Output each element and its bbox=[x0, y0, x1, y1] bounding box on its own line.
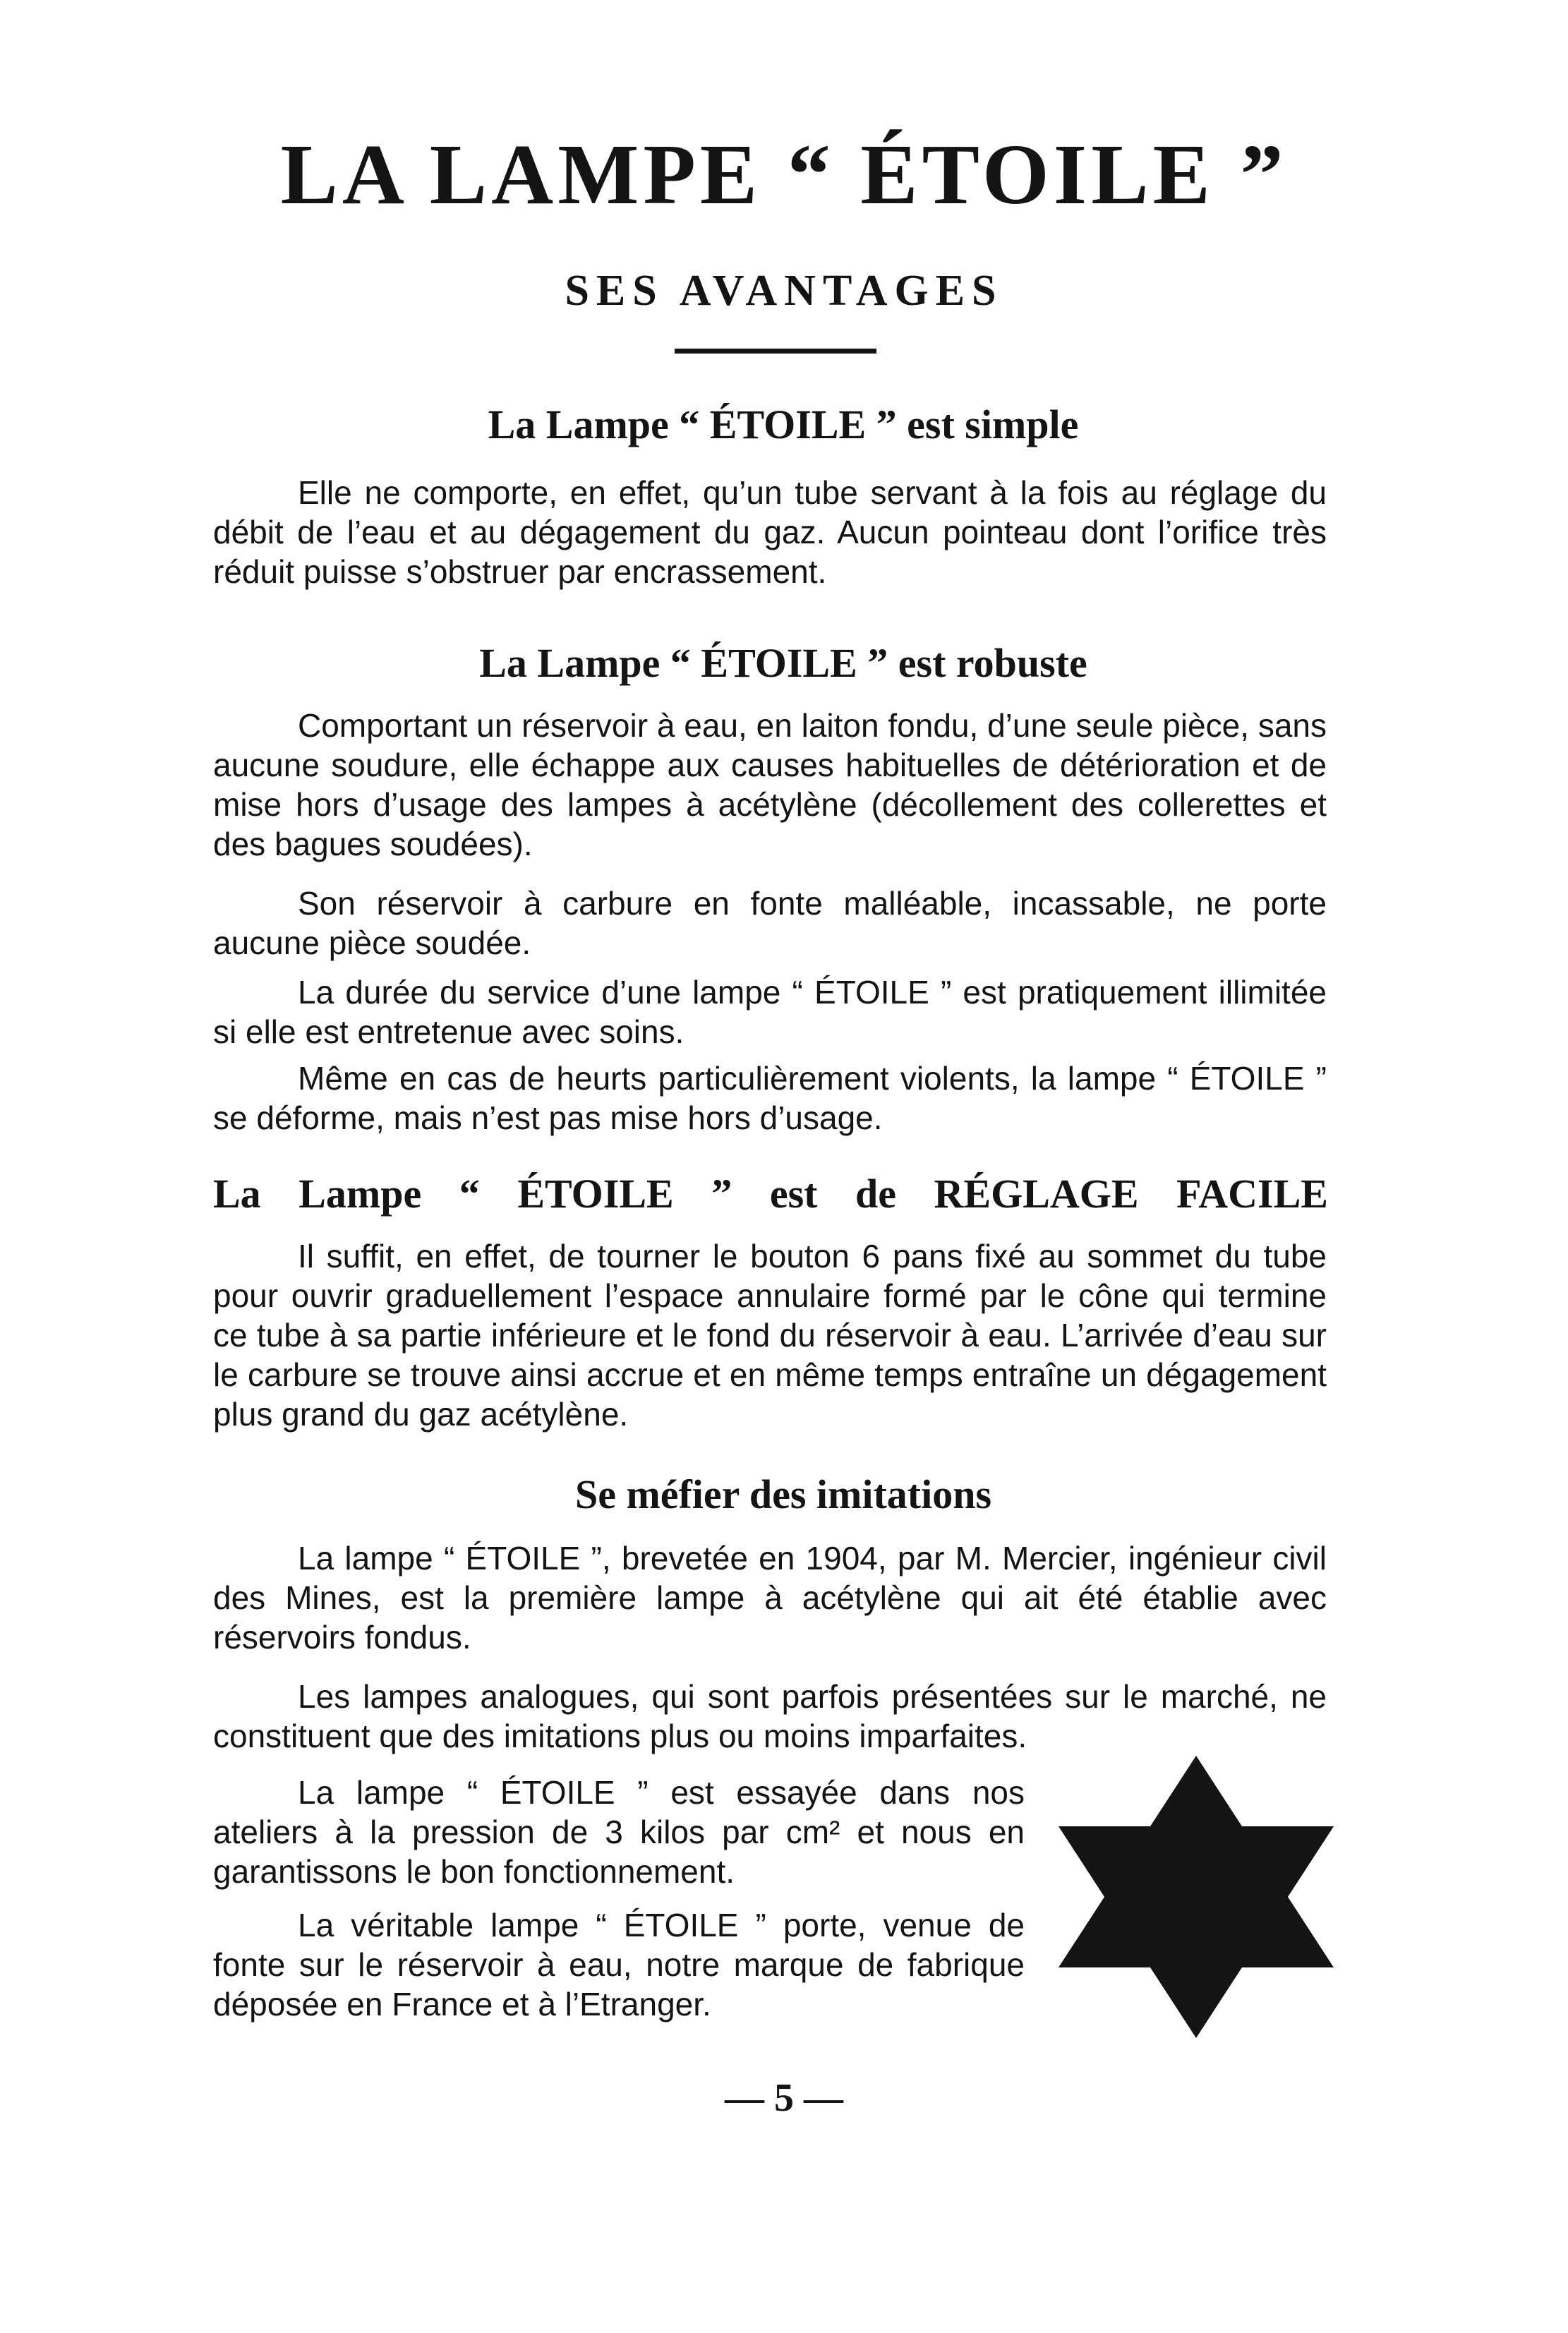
paragraph-robuste-1: Comportant un réservoir à eau, en laiton fondu, d’une seule pièce, sans aucune soudure, elle échappe aux causes habituelles de détérioration et de mise hors d’usage des lampes à acétylène (décollement des collerettes et des bagues soudées). bbox=[213, 707, 1327, 862]
page-number: — 5 — bbox=[725, 2076, 843, 2120]
paragraph-robuste-2: Son réservoir à carbure en fonte malléable, incassable, ne porte aucune pièce soudée. bbox=[213, 885, 1327, 961]
paragraph-imitations-2: Les lampes analogues, qui sont parfois présentées sur le marché, ne constituent que des imitations plus ou moins imparfaites. bbox=[213, 1678, 1327, 1754]
section-heading-imitations: Se méfier des imitations bbox=[574, 1471, 992, 1517]
section-heading-simple: La Lampe “ ÉTOILE ” est simple bbox=[488, 402, 1079, 447]
title-divider bbox=[675, 349, 876, 354]
page-title: LA LAMPE “ ÉTOILE ” bbox=[280, 127, 1288, 222]
paragraph-imitations-4: La véritable lampe “ ÉTOILE ” porte, venue de fonte sur le réservoir à eau, notre marque de fabrique déposée en France et à l’Etranger. bbox=[213, 1907, 1025, 2022]
paragraph-robuste-3: La durée du service d’une lampe “ ÉTOILE ” est pratiquement illimitée si elle est entretenue avec soins. bbox=[213, 974, 1327, 1050]
section-heading-reglage: La Lampe “ ÉTOILE ” est de RÉGLAGE FACILE bbox=[213, 1171, 1328, 1217]
paragraph-imitations-3: La lampe “ ÉTOILE ” est essayée dans nos ateliers à la pression de 3 kilos par cm² et nous en garantissons le bon fonctionnement. bbox=[213, 1774, 1025, 1890]
paragraph-simple: Elle ne comporte, en effet, qu’un tube servant à la fois au réglage du débit de l’eau et au dégagement du gaz. Aucun pointeau dont l’orifice très réduit puisse s’obstruer par encrassement. bbox=[213, 474, 1327, 590]
six-pointed-star-icon bbox=[1059, 1756, 1334, 2038]
section-heading-robuste: La Lampe “ ÉTOILE ” est robuste bbox=[479, 640, 1087, 686]
paragraph-imitations-1: La lampe “ ÉTOILE ”, brevetée en 1904, par M. Mercier, ingénieur civil des Mines, est la première lampe à acétylène qui ait été établie avec réservoirs fondus. bbox=[213, 1540, 1327, 1656]
page-subtitle: SES AVANTAGES bbox=[565, 267, 1003, 315]
paragraph-robuste-4: Même en cas de heurts particulièrement violents, la lampe “ ÉTOILE ” se déforme, mais n’est pas mise hors d’usage. bbox=[213, 1060, 1327, 1136]
paragraph-reglage: Il suffit, en effet, de tourner le bouton 6 pans fixé au sommet du tube pour ouvrir graduellement l’espace annulaire formé par le cône qui termine ce tube à sa partie inférieure et le fond du réservoir à eau. L’arrivée d’eau sur le carbure se trouve ainsi accrue et en même temps entraîne un dégagement plus grand du gaz acétylène. bbox=[213, 1238, 1327, 1433]
